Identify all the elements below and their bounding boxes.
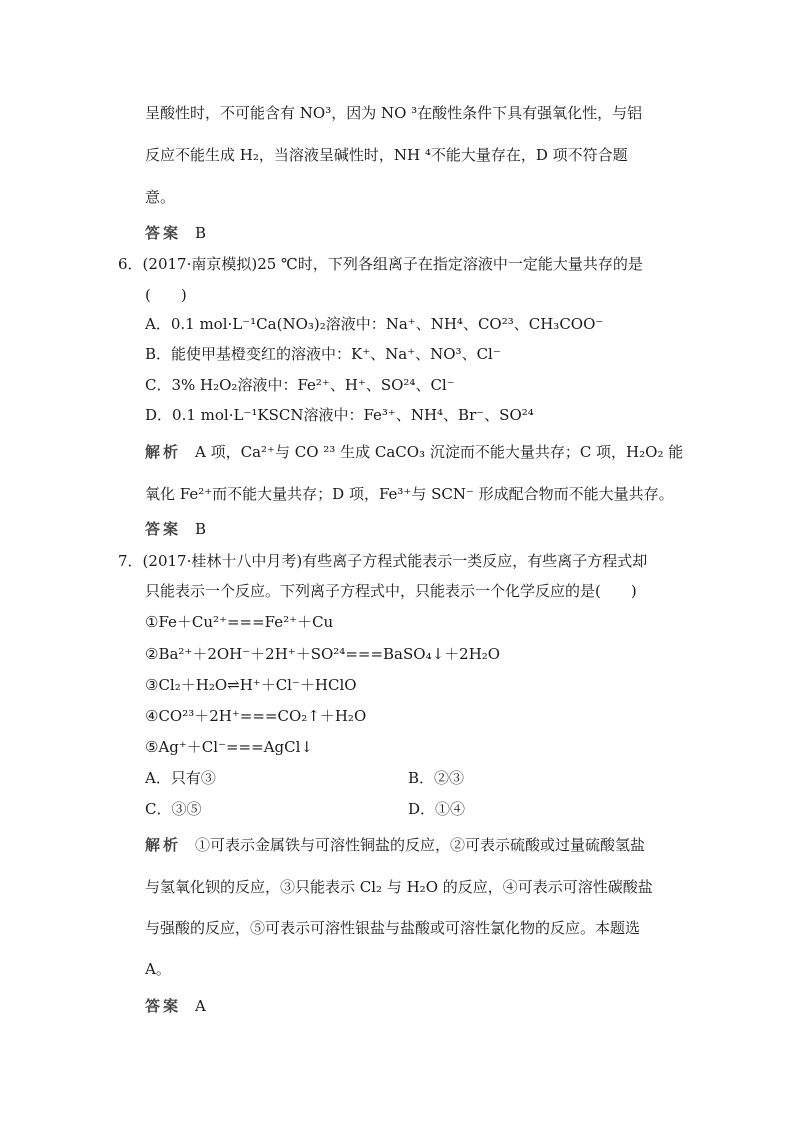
answer-label: 答案 — [145, 520, 182, 538]
q5-explanation-line-2: 反应不能生成 H₂，当溶液呈碱性时，NH ⁴不能大量存在，D 项不符合题 — [145, 146, 628, 164]
q7-analysis-line-3: 与强酸的反应，⑤可表示可溶性银盐与盐酸或可溶性氯化物的反应。本题选 — [145, 919, 641, 937]
answer-value: B — [195, 224, 207, 242]
q7-option-a: A．只有③ — [145, 769, 216, 787]
q7-equation-3: ③Cl₂＋H₂O⇌H⁺＋Cl⁻＋HClO — [145, 676, 357, 694]
question-stem: (2017·桂林十八中月考)有些离子方程式能表示一类反应，有些离子方程式却 — [142, 552, 648, 570]
analysis-text: ①可表示金属铁与可溶性铜盐的反应，②可表示硫酸或过量硫酸氢盐 — [195, 836, 646, 854]
q5-explanation-line-3: 意。 — [145, 188, 176, 206]
q7-equation-2: ②Ba²⁺＋2OH⁻＋2H⁺＋SO²⁴===BaSO₄↓＋2H₂O — [145, 645, 501, 663]
q6-option-a: A．0.1 mol·L⁻¹Ca(NO₃)₂溶液中：Na⁺、NH⁴、CO²³、CH₃COO⁻ — [145, 315, 604, 333]
q7-stem-line-1 — [118, 550, 647, 571]
answer-value: B — [195, 520, 207, 538]
q6-option-b: B．能使甲基橙变红的溶液中：K⁺、Na⁺、NO³、Cl⁻ — [145, 345, 501, 363]
q6-answer — [145, 518, 206, 539]
q5-answer — [145, 222, 206, 243]
q6-analysis-line-1 — [145, 441, 683, 462]
q7-option-d: D．①④ — [408, 800, 466, 818]
q6-stem-line-1 — [118, 253, 643, 274]
q7-equation-5: ⑤Ag⁺＋Cl⁻===AgCl↓ — [145, 738, 313, 756]
q6-option-c: C．3% H₂O₂溶液中：Fe²⁺、H⁺、SO²⁴、Cl⁻ — [145, 376, 455, 394]
q7-answer — [145, 995, 206, 1016]
question-number: 6． — [118, 255, 143, 273]
question-number: 7． — [118, 552, 143, 570]
q6-stem-line-2: ( ) — [145, 286, 187, 304]
answer-label: 答案 — [145, 224, 182, 242]
q6-analysis-line-2: 氧化 Fe²⁺而不能大量共存；D 项，Fe³⁺与 SCN⁻ 形成配合物而不能大量共存。 — [145, 485, 674, 503]
q5-explanation-line-1: 呈酸性时，不可能含有 NO³，因为 NO ³在酸性条件下具有强氧化性，与铝 — [145, 104, 643, 122]
analysis-label: 解析 — [145, 443, 182, 461]
analysis-text: A 项，Ca²⁺与 CO ²³ 生成 CaCO₃ 沉淀而不能大量共存；C 项，H₂O₂ 能 — [195, 443, 684, 461]
question-stem: (2017·南京模拟)25 ℃时，下列各组离子在指定溶液中一定能大量共存的是 — [142, 255, 643, 273]
q6-option-d: D．0.1 mol·L⁻¹KSCN溶液中：Fe³⁺、NH⁴、Br⁻、SO²⁴ — [145, 406, 534, 424]
q7-option-c: C．③⑤ — [145, 800, 202, 818]
q7-stem-line-2: 只能表示一个反应。下列离子方程式中，只能表示一个化学反应的是( ) — [145, 582, 637, 600]
q7-analysis-line-2: 与氢氧化钡的反应，③只能表示 Cl₂ 与 H₂O 的反应，④可表示可溶性碳酸盐 — [145, 878, 653, 896]
answer-value: A — [195, 997, 206, 1015]
q7-analysis-line-1 — [145, 834, 645, 855]
q7-option-b: B．②③ — [408, 769, 465, 787]
q7-equation-1: ①Fe＋Cu²⁺===Fe²⁺＋Cu — [145, 613, 334, 631]
q7-analysis-line-4: A。 — [145, 960, 171, 978]
q7-equation-4: ④CO²³＋2H⁺===CO₂↑＋H₂O — [145, 707, 367, 725]
answer-label: 答案 — [145, 997, 182, 1015]
analysis-label: 解析 — [145, 836, 182, 854]
